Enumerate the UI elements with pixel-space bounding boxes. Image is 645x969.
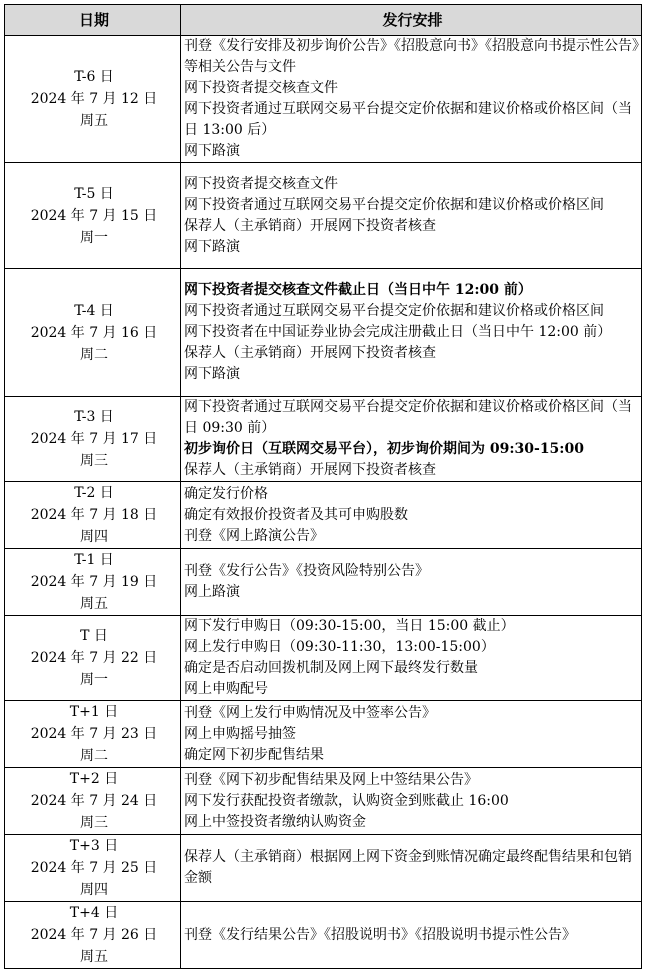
date-cell	[5, 269, 181, 397]
table-row	[5, 616, 642, 701]
calendar-date: 2024 年 7 月 18 日	[30, 507, 158, 523]
day-offset: T-4 日	[74, 302, 114, 319]
table-row	[5, 397, 642, 482]
day-offset: T-2 日	[74, 485, 114, 501]
arrangement-line: 网下路演	[184, 238, 240, 255]
arrangement-line: 网上发行申购日（09:30-11:30，13:00-15:00）	[184, 639, 495, 655]
calendar-date: 2024 年 7 月 12 日	[30, 91, 158, 107]
arrangement-line: 保荐人（主承销商）开展网下投资者核查	[184, 462, 436, 478]
calendar-date: 2024 年 7 月 23 日	[30, 726, 158, 742]
day-offset: T+4 日	[69, 905, 119, 921]
calendar-date: 2024 年 7 月 17 日	[30, 431, 158, 447]
weekday: 周二	[80, 346, 108, 363]
arrangement-line: 网下投资者通过互联网交易平台提交定价依据和建议价格或价格区间（当日 09:30 前）	[184, 399, 632, 436]
table-row	[5, 163, 642, 269]
arrangement-line: 刊登《发行安排及初步询价公告》《招股意向书》《招股意向书提示性公告》等相关公告与文件	[184, 38, 639, 75]
arrangement-line: 刊登《网上发行申购情况及中签率公告》	[184, 704, 436, 721]
table-body	[5, 36, 642, 969]
arrangement-line: 网下投资者在中国证券业协会完成注册截止日（当日中午 12:00 前）	[184, 324, 612, 340]
calendar-date: 2024 年 7 月 22 日	[30, 650, 158, 666]
arrangement-line: 确定网下初步配售结果	[184, 746, 324, 763]
weekday: 周一	[80, 672, 108, 688]
arrangement-cell	[181, 36, 642, 163]
day-offset: T-3 日	[74, 409, 114, 425]
date-cell	[5, 36, 181, 163]
arrangement-line: 保荐人（主承销商）根据网上网下资金到账情况确定最终配售结果和包销金额	[184, 849, 632, 886]
arrangement-line: 网下发行获配投资者缴款，认购资金到账截止 16:00	[184, 792, 509, 809]
arrangement-cell	[181, 835, 642, 902]
arrangement-line: 网下投资者通过互联网交易平台提交定价依据和建议价格或价格区间	[184, 303, 604, 319]
date-cell	[5, 835, 181, 902]
arrangement-line: 确定发行价格	[184, 485, 268, 502]
header-arrangement: 发行安排	[181, 5, 642, 36]
day-offset: T+2 日	[69, 771, 119, 787]
arrangement-line: 网下投资者提交核查文件	[184, 175, 338, 192]
arrangement-line: 网下路演	[184, 143, 240, 159]
arrangement-line: 网下投资者提交核查文件截止日（当日中午 12:00 前）	[184, 282, 532, 298]
arrangement-cell	[181, 482, 642, 549]
day-offset: T-5 日	[74, 185, 114, 202]
arrangement-cell	[181, 163, 642, 269]
arrangement-cell	[181, 902, 642, 969]
table-row	[5, 768, 642, 835]
table-row	[5, 482, 642, 549]
arrangement-line: 保荐人（主承销商）开展网下投资者核查	[184, 217, 436, 234]
arrangement-line: 保荐人（主承销商）开展网下投资者核查	[184, 345, 436, 361]
table-header-row	[5, 5, 642, 36]
weekday: 周四	[80, 529, 108, 545]
arrangement-line: 网上路演	[184, 584, 240, 600]
arrangement-line: 网下投资者提交核查文件	[184, 80, 338, 96]
calendar-date: 2024 年 7 月 26 日	[30, 927, 158, 943]
arrangement-line: 刊登《发行公告》《投资风险特别公告》	[184, 563, 429, 579]
table-row	[5, 549, 642, 616]
arrangement-line: 网上中签投资者缴纳认购资金	[184, 813, 366, 830]
weekday: 周四	[80, 882, 108, 898]
arrangement-line: 刊登《网下初步配售结果及网上中签结果公告》	[184, 771, 478, 788]
arrangement-line: 网下投资者通过互联网交易平台提交定价依据和建议价格或价格区间	[184, 196, 604, 213]
weekday: 周三	[80, 453, 108, 469]
arrangement-cell	[181, 269, 642, 397]
table-row	[5, 36, 642, 163]
calendar-date: 2024 年 7 月 19 日	[30, 574, 158, 590]
day-offset: T+1 日	[69, 704, 119, 720]
day-offset: T 日	[80, 628, 108, 644]
arrangement-cell	[181, 397, 642, 482]
table-row	[5, 269, 642, 397]
weekday: 周五	[80, 596, 108, 612]
arrangement-line: 确定有效报价投资者及其可申购股数	[184, 506, 408, 523]
arrangement-line: 确定是否启动回拨机制及网上网下最终发行数量	[184, 660, 478, 676]
date-cell	[5, 163, 181, 269]
arrangement-line: 网下投资者通过互联网交易平台提交定价依据和建议价格或价格区间（当日 13:00 后）	[184, 101, 632, 138]
issuance-schedule-table	[4, 4, 642, 969]
weekday: 周五	[80, 113, 108, 129]
arrangement-line: 网上申购摇号抽签	[184, 725, 296, 742]
day-offset: T-6 日	[74, 69, 114, 85]
calendar-date: 2024 年 7 月 24 日	[30, 793, 158, 809]
arrangement-line: 初步询价日（互联网交易平台），初步询价期间为 09:30-15:00	[184, 441, 584, 457]
day-offset: T+3 日	[69, 838, 119, 854]
schedule-table-wrapper	[4, 4, 642, 969]
weekday: 周三	[80, 815, 108, 831]
arrangement-line: 网下发行申购日（09:30-15:00，当日 15:00 截止）	[184, 618, 515, 634]
date-cell	[5, 549, 181, 616]
header-date: 日期	[5, 5, 181, 36]
date-cell	[5, 616, 181, 701]
date-cell	[5, 902, 181, 969]
day-offset: T-1 日	[74, 552, 114, 568]
date-cell	[5, 397, 181, 482]
weekday: 周二	[80, 748, 108, 764]
calendar-date: 2024 年 7 月 15 日	[30, 207, 158, 224]
arrangement-cell	[181, 768, 642, 835]
table-row	[5, 701, 642, 768]
arrangement-cell	[181, 549, 642, 616]
arrangement-cell	[181, 701, 642, 768]
weekday: 周五	[80, 949, 108, 965]
table-row	[5, 835, 642, 902]
arrangement-line: 刊登《网上路演公告》	[184, 527, 324, 544]
date-cell	[5, 482, 181, 549]
calendar-date: 2024 年 7 月 16 日	[30, 324, 158, 341]
arrangement-cell	[181, 616, 642, 701]
arrangement-line: 刊登《发行结果公告》《招股说明书》《招股说明书提示性公告》	[184, 926, 576, 943]
date-cell	[5, 768, 181, 835]
date-cell	[5, 701, 181, 768]
arrangement-line: 网上申购配号	[184, 681, 268, 697]
arrangement-line: 网下路演	[184, 366, 240, 382]
weekday: 周一	[80, 229, 108, 246]
calendar-date: 2024 年 7 月 25 日	[30, 860, 158, 876]
table-row	[5, 902, 642, 969]
